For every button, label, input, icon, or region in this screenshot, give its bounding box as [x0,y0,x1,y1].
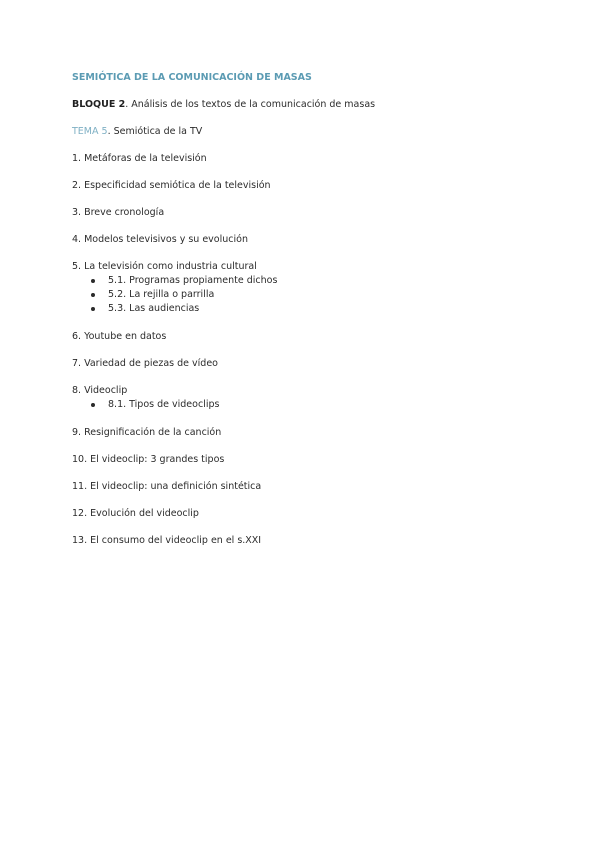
list-item-text: 4. Modelos televisivos y su evolución [72,234,248,245]
list-item-text: 8. Videoclip [72,385,128,396]
list-item [72,481,532,493]
sub-list-item [72,302,532,316]
tema-text: . Semiótica de la TV [107,126,203,137]
sub-list-item [72,288,532,302]
sub-list-item [72,274,532,288]
bullet-icon [91,403,95,407]
list-item-text: 6. Youtube en datos [72,331,167,342]
list-item-text: 1. Metáforas de la televisión [72,153,207,164]
sub-list [72,274,532,316]
document-content [72,72,532,562]
course-title: SEMIÓTICA DE LA COMUNICACIÓN DE MASAS [72,72,312,83]
list-item [72,508,532,520]
list-item-text: 5. La televisión como industria cultural [72,261,257,272]
list-item [72,454,532,466]
bullet-icon [91,307,95,311]
list-item-text: 12. Evolución del videoclip [72,508,199,519]
sub-list-item-text: 5.3. Las audiencias [108,303,200,314]
sub-list-item-text: 8.1. Tipos de videoclips [108,399,220,410]
block-text: . Análisis de los textos de la comunicación de masas [125,99,376,110]
list-item [72,180,532,192]
sub-list-item-text: 5.2. La rejilla o parrilla [108,289,215,300]
list-item [72,427,532,439]
sub-list [72,398,532,412]
list-item-text: 9. Resignificación de la canción [72,427,222,438]
tema-label: TEMA 5 [72,126,108,137]
bullet-icon [91,293,95,297]
list-item-text: 13. El consumo del videoclip en el s.XXI [72,535,262,546]
list-item [72,535,532,547]
list-item [72,331,532,343]
tema-heading [72,126,532,138]
list-item-text: 2. Especificidad semiótica de la televisión [72,180,271,191]
list-item [72,207,532,219]
topic-list [72,153,532,547]
sub-list-item [72,398,532,412]
list-item [72,153,532,165]
list-item [72,261,532,316]
list-item [72,234,532,246]
list-item-text: 7. Variedad de piezas de vídeo [72,358,218,369]
list-item-text: 10. El videoclip: 3 grandes tipos [72,454,225,465]
list-item [72,358,532,370]
list-item [72,385,532,412]
block-heading [72,99,532,111]
list-item-text: 11. El videoclip: una definición sintética [72,481,262,492]
block-label: BLOQUE 2 [72,99,126,110]
bullet-icon [91,279,95,283]
list-item-text: 3. Breve cronología [72,207,165,218]
sub-list-item-text: 5.1. Programas propiamente dichos [108,275,278,286]
